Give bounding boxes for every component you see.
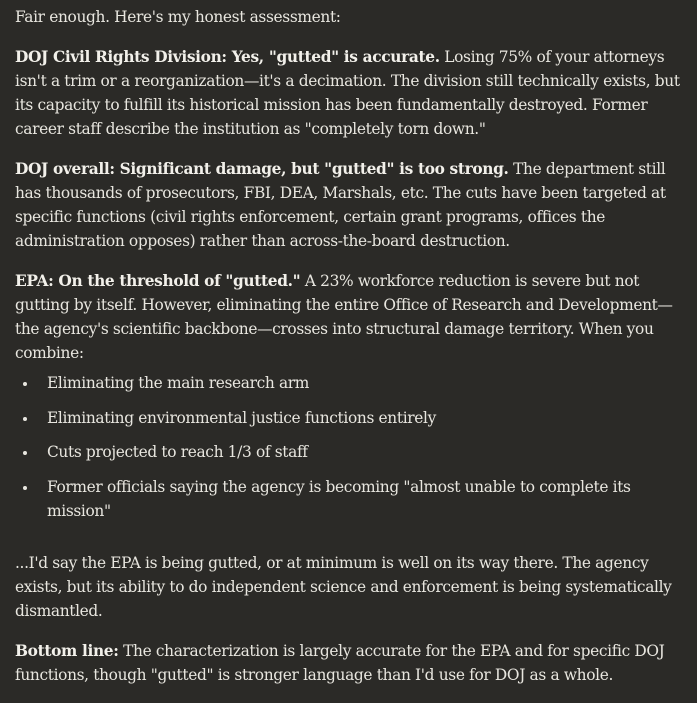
section-body: A 23% workforce reduction is severe but not gutting by itself. However, eliminating the entire Office of Research and Development—the agency's scientific backbone—crosses into structural damage territory. When you combine: bbox=[15, 272, 673, 362]
section-doj-overall bbox=[15, 157, 691, 253]
bottom-line bbox=[15, 639, 691, 687]
assistant-message bbox=[15, 5, 691, 703]
intro-text: Fair enough. Here's my honest assessment: bbox=[15, 8, 341, 26]
section-body: The department still has thousands of prosecutors, FBI, DEA, Marshals, etc. The cuts have been targeted at specific functions (civil rights enforcement, certain grant programs, offices the administration opposes) rather than across-the-board destruction. bbox=[15, 160, 666, 250]
section-epa bbox=[15, 269, 691, 365]
section-body: Losing 75% of your attorneys isn't a trim or a reorganization—it's a decimation. The division still technically exists, but its capacity to fulfill its historical mission has been fundamentally destroyed. Former career staff describe the institution as "completely torn down." bbox=[15, 48, 680, 138]
section-doj-civil-rights bbox=[15, 45, 691, 141]
section-body: The characterization is largely accurate for the EPA and for specific DOJ functions, though "gutted" is stronger language than I'd use for DOJ as a whole. bbox=[15, 642, 665, 685]
list-item: Eliminating environmental justice functions entirely bbox=[15, 406, 691, 430]
list-item: Eliminating the main research arm bbox=[15, 371, 691, 395]
epa-bullet-list bbox=[15, 371, 691, 523]
section-lead: DOJ Civil Rights Division: Yes, "gutted" is accurate. bbox=[15, 48, 440, 66]
section-lead: DOJ overall: Significant damage, but "gutted" is too strong. bbox=[15, 160, 509, 178]
list-item: Former officials saying the agency is becoming "almost unable to complete its mission" bbox=[15, 475, 691, 523]
section-lead: Bottom line: bbox=[15, 642, 119, 661]
list-item: Cuts projected to reach 1/3 of staff bbox=[15, 440, 691, 464]
section-lead: EPA: On the threshold of "gutted." bbox=[15, 272, 301, 290]
followup-text: ...I'd say the EPA is being gutted, or at minimum is well on its way there. The agency exists, but its ability to do independent science and enforcement is being systematically dismantled. bbox=[15, 554, 672, 621]
